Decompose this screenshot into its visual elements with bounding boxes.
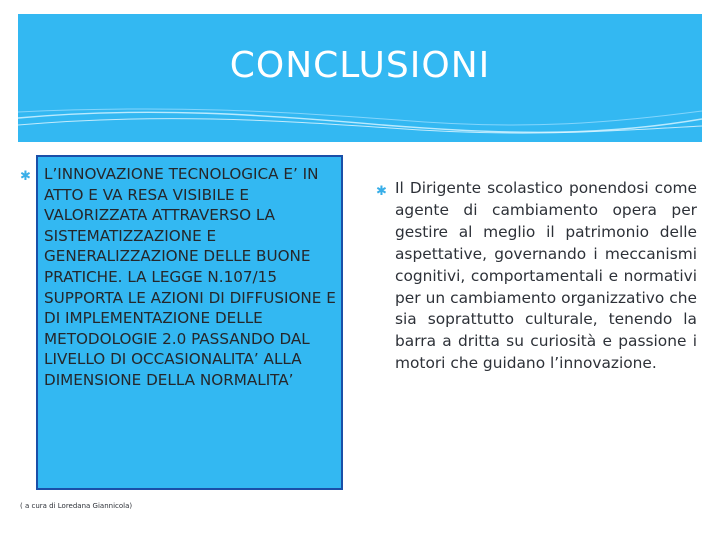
- left-column-text: L’INNOVAZIONE TECNOLOGICA E’ IN ATTO E VA RESA VISIBILE E VALORIZZATA ATTRAVERSO LA SISTEMATIZZAZIONE E GENERALIZZAZIONE DELLE BUONE PRATICHE. LA LEGGE N.107/15 SUPPORTA LE AZIONI DI DIFFUSIONE E DI IMPLEMENTAZIONE DELLE METODOLOGIE 2.0 PASSANDO DAL LIVELLO DI OCCASIONALITA’ ALLA DIMENSIONE DELLA NORMALITA’: [44, 165, 336, 389]
- left-asterisk-bullet-icon: ✱: [20, 169, 31, 184]
- slide-title: CONCLUSIONI: [229, 45, 491, 86]
- author-credit: ( a cura di Loredana Giannicola): [20, 502, 133, 510]
- right-asterisk-bullet-icon: ✱: [376, 184, 387, 199]
- right-column-text: Il Dirigente scolastico ponendosi come agente di cambiamento opera per gestire al meglio il patrimonio delle aspettative, governando i meccanismi cognitivi, comportamentali e normativi per un cambiamento organizzativo che sia soprattutto culturale, tenendo la barra a dritta su curiosità e passione i motori che guidano l’innovazione.: [395, 179, 697, 373]
